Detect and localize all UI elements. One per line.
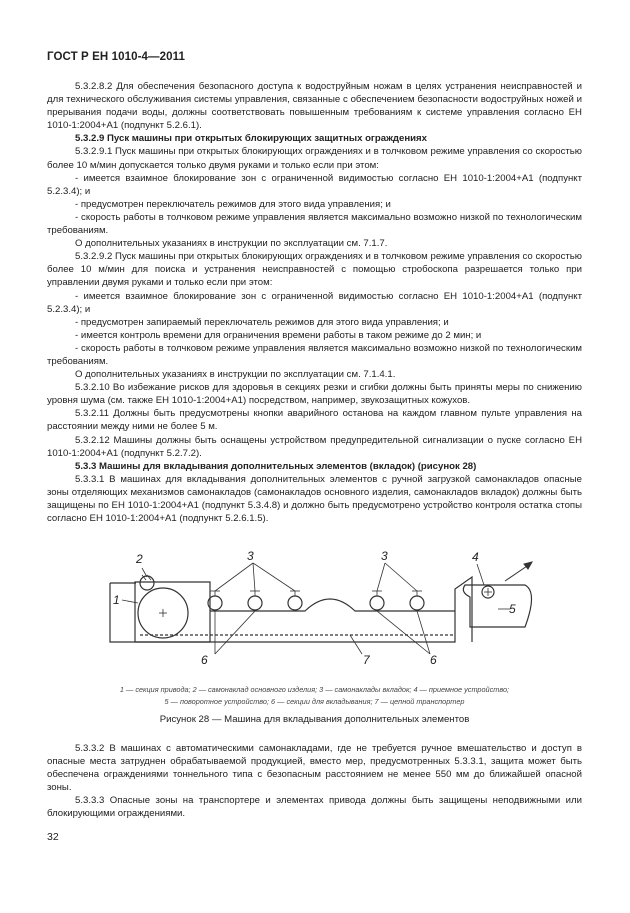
paragraph: 5.3.2.9.1 Пуск машины при открытых блокирующих ограждениях и в толчковом режиме управления со скоростью более 10 м/мин допускается только двумя руками и только если при этом:	[47, 146, 582, 171]
insert-feeder	[370, 596, 384, 610]
paragraph: О дополнительных указаниях в инструкции по эксплуатации см. 7.1.4.1.	[75, 369, 396, 381]
list-item: - имеется взаимное блокирование зон с ограниченной видимостью согласно ЕН 1010-1:2004+А1 (подпункт 5.2.3.4); и	[47, 290, 582, 315]
legend-line: 1 — секция привода; 2 — самонаклад основного изделия; 3 — самонаклады вкладок; 4 — приемное устройство;	[119, 685, 510, 694]
paragraph: 5.3.2.8.2 Для обеспечения безопасного доступа к водоструйным ножам в целях устранения неисправностей и для технического обслуживания системы управления, связанные с обеспечением безопасности водоструйных ножей и прерывания подачи воды, должны соответствовать повышенным требованиям к системе управления согласно ЕН 1010-1:2004+А1 (подпункт 5.2.6.1).	[47, 81, 582, 132]
label-6: 6	[201, 653, 208, 667]
drive-section	[135, 582, 210, 642]
paragraph: О дополнительных указаниях в инструкции по эксплуатации см. 7.1.7.	[75, 238, 388, 250]
section-heading: 5.3.2.9 Пуск машины при открытых блокирующих защитных ограждениях	[75, 133, 427, 145]
insert-feeder	[410, 596, 424, 610]
body-text-bottom	[47, 742, 582, 821]
figure-caption: Рисунок 28 — Машина для вкладывания дополнительных элементов	[159, 714, 470, 725]
label-7: 7	[363, 653, 370, 667]
list-item: - предусмотрен переключатель режимов для этого вида управления; и	[75, 198, 391, 210]
legend-line: 5 — поворотное устройство; 6 — секции для вкладывания; 7 — цепной транспортер	[164, 696, 465, 706]
label-6: 6	[430, 653, 437, 667]
list-item: - имеется взаимное блокирование зон с ограниченной видимостью согласно ЕН 1010-1:2004+А1 (подпункт 5.2.3.4); и	[47, 172, 582, 197]
insert-feeder	[248, 596, 262, 610]
turning-device	[463, 585, 531, 627]
body-text-top	[47, 80, 582, 525]
paragraph: 5.3.2.11 Должны быть предусмотрены кнопки аварийного останова на каждом главном пульте управления на расстоянии между ними не более 5 м.	[47, 408, 582, 433]
label-2: 2	[136, 552, 143, 566]
label-3: 3	[247, 549, 254, 563]
page-number: 32	[47, 831, 59, 843]
transport-profile	[210, 599, 455, 611]
label-4: 4	[472, 550, 479, 564]
insert-feeder	[288, 596, 302, 610]
paragraph: 5.3.3.1 В машинах для вкладывания дополнительных элементов с ручной загрузкой самонакладов опасные зоны отделяющих механизмов самонакладов (самонакладов основного изделия, самонакладов вкладок) должны быть защищены по ЕН 1010-1:2004+А1 (подпункт 5.3.4.8) и должно быть предусмотрено устройство контроля остатка стопы согласно ЕН 1010-1:2004+А1 (подпункт 5.2.6.1.5).	[47, 473, 582, 525]
figure-legend	[47, 684, 582, 707]
main-feeder	[140, 576, 154, 590]
section-heading: 5.3.3 Машины для вкладывания дополнительных элементов (вкладок) (рисунок 28)	[75, 460, 477, 472]
label-5: 5	[509, 602, 516, 616]
standard-header: ГОСТ Р ЕН 1010-4—2011	[47, 51, 185, 63]
paragraph: 5.3.2.12 Машины должны быть оснащены устройством предупредительной сигнализации о пуске согласно ЕН 1010-1:2004+А1 (подпункт 5.2.7.2).	[47, 434, 582, 459]
label-1: 1	[113, 593, 120, 607]
figure-28-diagram	[100, 547, 540, 677]
list-item: - имеется контроль времени для ограничения времени работы в таком режиме до 2 мин; и	[75, 329, 482, 341]
list-item: - скорость работы в толчковом режиме управления является максимально возможно низкой по технологическим требованиям.	[47, 342, 582, 367]
list-item: - скорость работы в толчковом режиме управления является максимально возможно низкой по технологическим требованиям.	[47, 211, 582, 237]
label-3: 3	[381, 549, 388, 563]
paragraph: 5.3.3.3 Опасные зоны на транспортере и элементах привода должны быть защищены неподвижными или блокирующими ограждениями.	[47, 795, 582, 820]
paragraph: 5.3.3.2 В машинах с автоматическими самонакладами, где не требуется ручное вмешательство и доступ в опасные места затруднен обрабатываемой продукцией, вместо мер, предусмотренных 5.3.3.1, защита может быть обеспечена ограждениями тоннельного типа с безопасным расстоянием не менее 550 мм до ближайшей опасной зоны.	[47, 743, 582, 794]
paragraph: 5.3.2.9.2 Пуск машины при открытых блокирующих ограждениях и в толчковом режиме управления со скоростью более 10 м/мин для поиска и устранения неисправностей с помощью стробоскопа разрешается только при управлении двумя руками и только если при этом:	[47, 251, 582, 289]
list-item: - предусмотрен запираемый переключатель режимов для этого вида управления; и	[75, 316, 449, 328]
paragraph: 5.3.2.10 Во избежание рисков для здоровья в секциях резки и сгибки должны быть приняты меры по снижению уровня шума (см. также ЕН 1010-1:2004+А1) посредством, например, звукозащитных кожухов.	[47, 382, 582, 407]
